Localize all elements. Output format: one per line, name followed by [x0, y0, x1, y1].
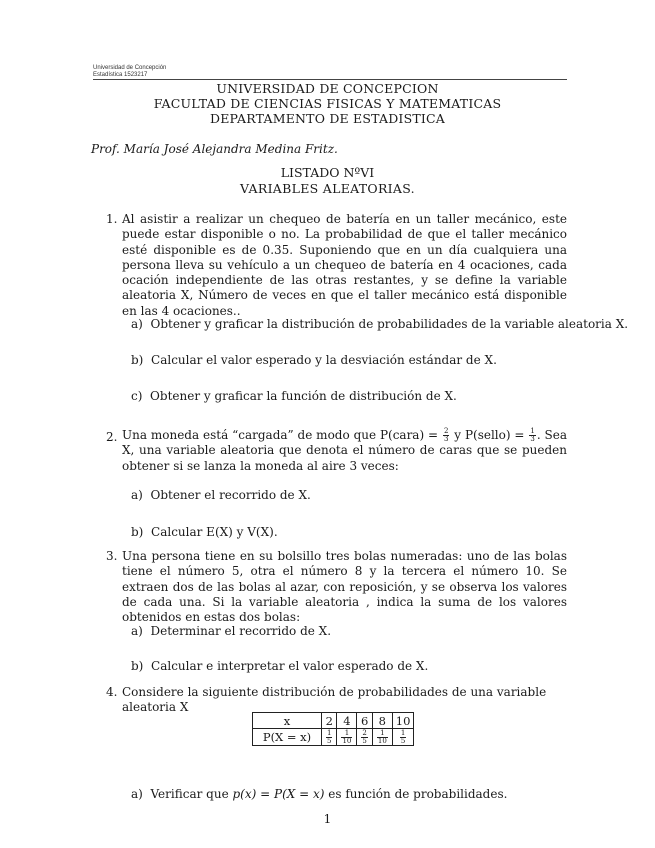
item-label: b)	[131, 525, 144, 539]
fraction-one-third	[529, 428, 535, 443]
item-text-after: es función de probabilidades.	[328, 787, 508, 801]
frac-denominator: 5	[327, 736, 332, 745]
table-cell-p	[322, 729, 337, 746]
item-text: Calcular el valor esperado y la desviación estándar de X.	[151, 353, 497, 367]
problem-4-item-a	[131, 787, 507, 801]
problem-3-text: Una persona tiene en su bolsillo tres bolas numeradas: uno de las bolas tiene el número 5, otra el número 8 y la tercera el número 10. Se extraen dos de las bolas al azar, con reposición, y se observa los valores de cada una. Si la variable aleatoria , indica la suma de los valores obtenidos en estas dos bolas:	[122, 549, 567, 625]
probability-table	[252, 712, 414, 746]
frac-denominator: 5	[362, 736, 367, 745]
table-cell-p	[372, 729, 392, 746]
table-row-x	[253, 713, 414, 729]
table-header-p: P(X = x)	[253, 729, 322, 746]
item-text: Obtener y graficar la distribución de probabilidades de la variable aleatoria X.	[150, 317, 629, 331]
item-label: c)	[131, 389, 143, 403]
frac-denominator: 3	[530, 435, 535, 443]
item-label: a)	[131, 787, 143, 801]
table-cell-p	[337, 729, 357, 746]
fraction-two-thirds	[443, 428, 449, 443]
running-header	[93, 65, 166, 79]
running-header-line2: Estadística 1523217	[93, 72, 148, 78]
problem-1-number: 1.	[106, 212, 118, 226]
problem-2-item-b	[131, 525, 278, 539]
frac-numerator: 2	[443, 427, 449, 435]
problem-2-item-a	[131, 488, 311, 502]
item-label: b)	[131, 353, 144, 367]
item-label: a)	[131, 488, 143, 502]
frac-denominator: 3	[443, 435, 449, 443]
problem-2-text-before: Una moneda está “cargada” de modo que P(cara) =	[122, 428, 439, 442]
frac-numerator: 1	[341, 730, 352, 738]
item-text: Determinar el recorrido de X.	[150, 624, 332, 638]
problem-1-text: Al asistir a realizar un chequeo de batería en un taller mecánico, este puede estar disponible o no. La probabilidad de que el taller mecánico esté disponible es de 0.35. Suponiendo que en un día cualquiera una persona lleva su vehículo a un chequeo de batería en 4 ocaciones, cada ocación independiente de las otras restantes, y se define la variable aleatoria X, Número de veces en que el taller mecánico está disponible en las 4 ocaciones..	[122, 212, 567, 318]
header-rule	[93, 79, 567, 80]
item-label: a)	[131, 317, 143, 331]
table-header-x: x	[253, 713, 322, 729]
problem-4-number: 4.	[106, 685, 118, 699]
item-text: Obtener el recorrido de X.	[150, 488, 311, 502]
table-cell-p	[392, 729, 414, 746]
table-cell-x: 2	[322, 713, 337, 729]
problem-3-item-b	[131, 659, 428, 673]
problem-3-item-a	[131, 624, 331, 638]
frac-numerator: 1	[400, 728, 406, 737]
table-cell-x: 6	[357, 713, 372, 729]
table-row-p	[253, 729, 414, 746]
frac-denominator: 10	[377, 736, 387, 745]
item-label: b)	[131, 659, 144, 673]
frac-denominator: 5	[400, 736, 406, 745]
item-label: a)	[131, 624, 143, 638]
problem-2-text-mid: y P(sello) =	[454, 428, 525, 442]
frac-numerator: 1	[327, 728, 332, 737]
item-text-before: Verificar que	[150, 787, 229, 801]
table-cell-x: 8	[372, 713, 392, 729]
item-text: Obtener y graficar la función de distribución de X.	[150, 389, 457, 403]
problem-2-text	[122, 428, 567, 474]
problem-4-text: Considere la siguiente distribución de probabilidades de una variable aleatoria X	[122, 685, 547, 715]
listing-subtitle: VARIABLES ALEATORIAS.	[240, 181, 415, 196]
institution-line2: FACULTAD DE CIENCIAS FISICAS Y MATEMATICAS	[153, 96, 502, 111]
problem-3-number: 3.	[106, 549, 118, 563]
table-cell-x: 10	[392, 713, 414, 729]
frac-numerator: 1	[530, 427, 535, 435]
problem-1-item-a	[131, 317, 628, 331]
problem-2-number: 2.	[106, 430, 118, 444]
institution-line1: UNIVERSIDAD DE CONCEPCION	[216, 81, 439, 96]
professor-name: Prof. María José Alejandra Medina Fritz.	[91, 142, 338, 156]
page-number: 1	[323, 812, 332, 826]
problem-2-text-after: . Sea X, una variable aleatoria que denota el número de caras que se pueden obtener si se lanza la moneda al aire 3 veces:	[122, 428, 567, 473]
frac-numerator: 2	[362, 728, 367, 737]
item-math: p(x) = P(X = x)	[232, 787, 325, 801]
item-text: Calcular e interpretar el valor esperado de X.	[151, 659, 429, 673]
frac-numerator: 1	[377, 730, 388, 738]
table-cell-x: 4	[337, 713, 357, 729]
table-cell-p	[357, 729, 372, 746]
running-header-line1: Universidad de Concepción	[93, 65, 167, 71]
problem-1-item-c	[131, 389, 457, 403]
problem-1-item-b	[131, 353, 497, 367]
institution-line3: DEPARTAMENTO DE ESTADISTICA	[209, 111, 445, 126]
item-text: Calcular E(X) y V(X).	[151, 525, 278, 539]
frac-denominator: 10	[342, 736, 352, 745]
listing-title: LISTADO NºVI	[280, 165, 375, 180]
